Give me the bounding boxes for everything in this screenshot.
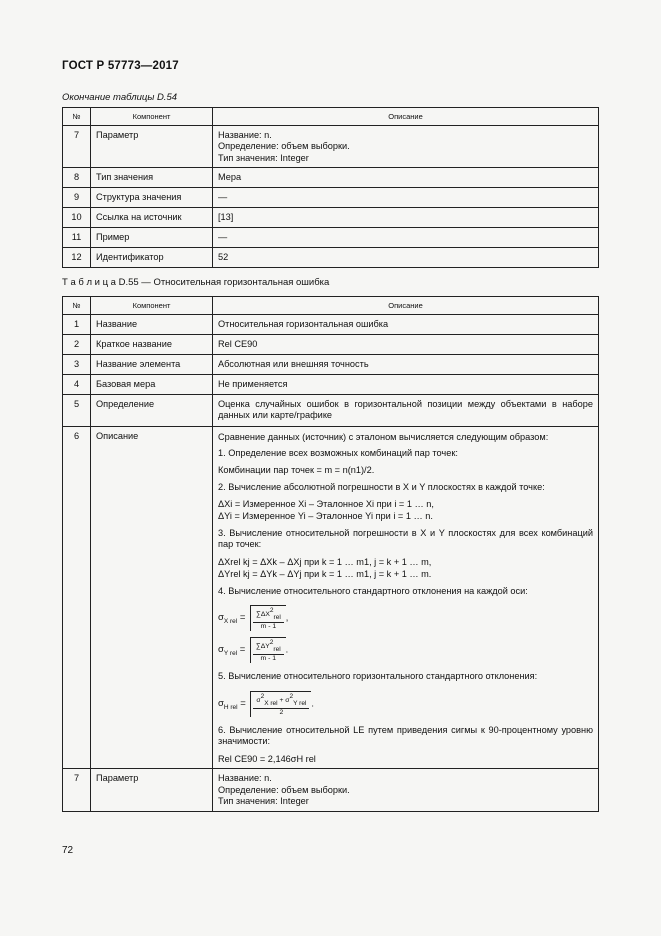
caption-prefix: Т а б л и ц а (62, 277, 116, 288)
delta-x-formula: ΔXi = Измеренное Xi – Эталонное Xi при i = 1 … n, (218, 498, 434, 509)
row-number: 6 (63, 426, 91, 769)
table-row (63, 426, 599, 769)
row-component: Ссылка на источник (91, 208, 213, 228)
col-header-component: Компонент (91, 297, 213, 315)
row-description: Не применяется (213, 374, 599, 394)
row-component: Описание (91, 426, 213, 769)
row-description (213, 769, 599, 812)
table-header-row (63, 297, 599, 315)
col-header-description: Описание (213, 297, 599, 315)
step-2: 2. Вычисление абсолютной погрешности в X и Y плоскостях в каждой точке: (218, 482, 545, 492)
row-number: 10 (63, 208, 91, 228)
row-number: 4 (63, 374, 91, 394)
table-row (63, 208, 599, 228)
step-3: 3. Вычисление относительной погрешности в X и Y плоскостях для всех комбинаций пар точек: (218, 527, 593, 549)
row-number: 11 (63, 228, 91, 248)
row-component: Структура значения (91, 188, 213, 208)
row-description: — (213, 228, 599, 248)
row-number: 2 (63, 334, 91, 354)
row-number: 1 (63, 314, 91, 334)
row-component: Тип значения (91, 168, 213, 188)
row-component: Определение (91, 394, 213, 426)
combinations-formula: Комбинации пар точек = m = n(n1)/2. (218, 464, 375, 475)
table-d54 (62, 107, 599, 268)
page-number: 72 (62, 845, 74, 856)
row-description: [13] (213, 208, 599, 228)
row-description: Абсолютная или внешняя точность (213, 354, 599, 374)
step-6: 6. Вычисление относительной LE путем приведения сигмы к 90-процентному уровню значимости: (218, 724, 593, 746)
row-component: Пример (91, 228, 213, 248)
row-number: 7 (63, 769, 91, 812)
param-type: Тип значения: Integer (218, 152, 309, 163)
delta-y-formula: ΔYi = Измеренное Yi – Эталонное Yi при i = 1 … n. (218, 511, 433, 521)
row-description: Rel CE90 (213, 334, 599, 354)
row-description (213, 125, 599, 168)
table-row (63, 394, 599, 426)
step-1: 1. Определение всех возможных комбинаций пар точек: (218, 448, 458, 458)
table-row (63, 334, 599, 354)
row-component: Название (91, 314, 213, 334)
row-component: Базовая мера (91, 374, 213, 394)
row-number: 5 (63, 394, 91, 426)
table-row (63, 168, 599, 188)
row-number: 7 (63, 125, 91, 168)
row-description: Мера (213, 168, 599, 188)
document-header: ГОСТ Р 57773—2017 (62, 60, 179, 72)
caption-title: D.55 — Относительная горизонтальная ошибка (118, 277, 330, 288)
row-number: 9 (63, 188, 91, 208)
row-description (213, 426, 599, 769)
step-4: 4. Вычисление относительного стандартного отклонения на каждой оси: (218, 585, 528, 596)
col-header-number: № (63, 108, 91, 126)
row-component: Параметр (91, 125, 213, 168)
param-type: Тип значения: Integer (218, 796, 309, 806)
param-name: Название: n. (218, 773, 272, 783)
row-number: 3 (63, 354, 91, 374)
col-header-description: Описание (213, 108, 599, 126)
rel-ce90-formula: Rel CE90 = 2,146σH rel (218, 753, 316, 764)
param-definition: Определение: объем выборки. (218, 141, 350, 151)
row-description: Относительная горизонтальная ошибка (213, 314, 599, 334)
table-row (63, 314, 599, 334)
row-number: 12 (63, 248, 91, 268)
row-component: Краткое название (91, 334, 213, 354)
table-row (63, 248, 599, 268)
description-intro: Сравнение данных (источник) с эталоном вычисляется следующим образом: (218, 431, 549, 442)
table-row (63, 188, 599, 208)
table-d55-caption (62, 277, 329, 288)
table-row (63, 125, 599, 168)
delta-x-rel-formula: ΔXrel kj = ΔXk – ΔXj при k = 1 … m1, j = k + 1 … m, (218, 556, 432, 567)
col-header-number: № (63, 297, 91, 315)
table-row (63, 228, 599, 248)
table-d54-caption: Окончание таблицы D.54 (62, 92, 178, 103)
param-definition: Определение: объем выборки. (218, 784, 350, 795)
row-component: Название элемента (91, 354, 213, 374)
sigma-y-rel-formula: $\sigma_{Y rel}$ = $\frac{\text{∑ΔY2rel}}{m - 1}$ . (218, 639, 289, 662)
row-component: Параметр (91, 769, 213, 812)
table-header-row (63, 108, 599, 126)
row-component: Идентификатор (91, 248, 213, 268)
table-d55 (62, 296, 599, 812)
delta-y-rel-formula: ΔYrel kj = ΔYk – ΔYj при k = 1 … m1, j = k + 1 … m. (218, 569, 432, 579)
table-row (63, 769, 599, 812)
table-row (63, 354, 599, 374)
col-header-component: Компонент (91, 108, 213, 126)
row-description: 52 (213, 248, 599, 268)
step-5: 5. Вычисление относительного горизонтального стандартного отклонения: (218, 671, 538, 681)
table-row (63, 374, 599, 394)
sigma-h-rel-formula: $\sigma_{H rel}$ = $\frac{\text{σ2X rel + σ2Y rel}}{2}$ . (218, 692, 314, 716)
row-description: — (213, 188, 599, 208)
sigma-x-rel-formula: $\sigma_{X rel}$ = $\frac{\text{∑ΔX2rel}}{m - 1}$ , (218, 607, 289, 630)
param-name: Название: n. (218, 129, 272, 140)
row-description: Оценка случайных ошибок в горизонтальной позиции между объектами в наборе данных или карте/графике (213, 394, 599, 426)
row-number: 8 (63, 168, 91, 188)
